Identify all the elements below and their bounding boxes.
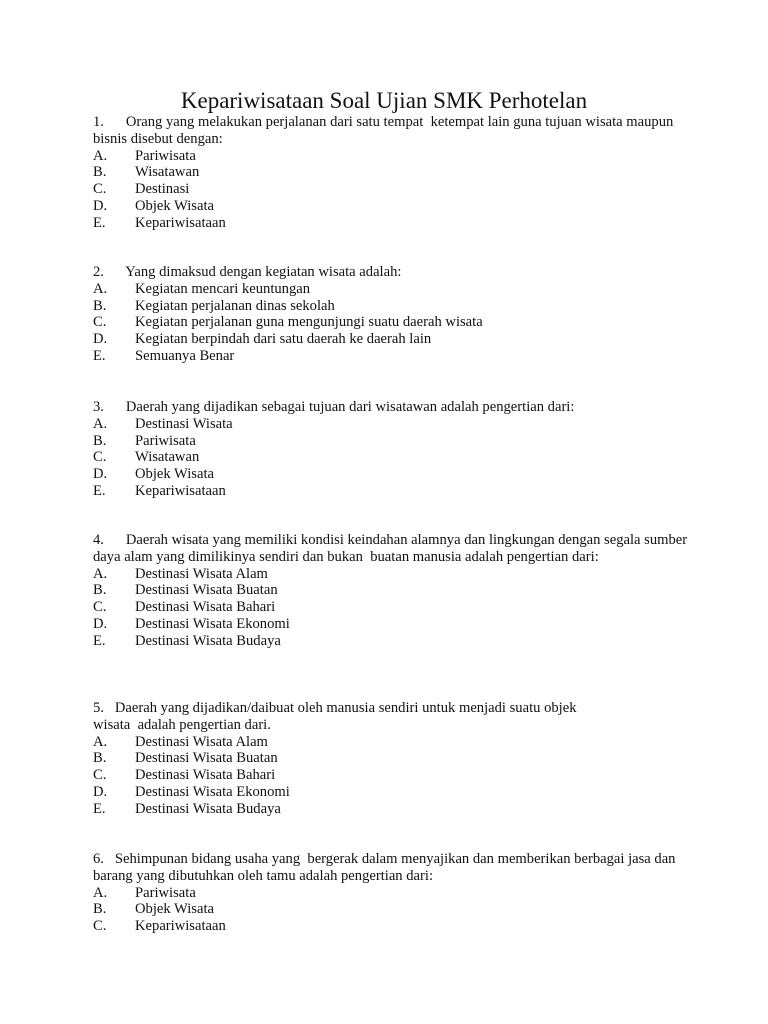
option-text: Destinasi Wisata Budaya (135, 632, 281, 649)
option-d (93, 198, 693, 215)
option-letter: E. (93, 800, 106, 817)
option-letter: E. (93, 482, 106, 499)
option-c (93, 449, 693, 466)
option-letter: E. (93, 214, 106, 231)
question-text: 4. Daerah wisata yang memiliki kondisi keindahan alamnya dan lingkungan dengan segala sumber daya alam yang dimilikinya sendiri dan bukan buatan manusia adalah pengertian dari: (93, 532, 691, 565)
option-text: Kegiatan perjalanan guna mengunjungi suatu daerah wisata (135, 314, 483, 331)
option-text: Objek Wisata (135, 197, 214, 214)
option-letter: B. (93, 297, 107, 314)
option-text: Kepariwisataan (135, 214, 226, 231)
option-letter: A. (93, 280, 108, 297)
option-text: Destinasi Wisata Ekonomi (135, 615, 290, 632)
option-letter: C. (93, 449, 107, 466)
question-text: 3. Daerah yang dijadikan sebagai tujuan dari wisatawan adalah pengertian dari: (93, 399, 575, 415)
option-text: Destinasi (135, 181, 190, 198)
option-a (93, 734, 693, 751)
option-a (93, 416, 693, 433)
option-c (93, 767, 693, 784)
question-text: 6. Sehimpunan bidang usaha yang bergerak dalam menyajikan dan memberikan berbagai jasa dan barang yang dibutuhkan oleh tamu adalah pengertian dari: (93, 851, 680, 884)
option-text: Kepariwisataan (135, 482, 226, 499)
option-text: Destinasi Wisata Buatan (135, 582, 278, 599)
option-letter: A. (93, 565, 108, 582)
option-a (93, 281, 693, 298)
question-1 (93, 114, 693, 232)
option-e (93, 483, 693, 500)
option-letter: D. (93, 615, 108, 632)
option-b (93, 582, 693, 599)
option-text: Destinasi Wisata Budaya (135, 800, 281, 817)
option-letter: C. (93, 918, 107, 935)
option-letter: B. (93, 750, 107, 767)
option-text: Kepariwisataan (135, 918, 226, 935)
question-4 (93, 532, 693, 650)
option-text: Objek Wisata (135, 901, 214, 918)
option-d (93, 466, 693, 483)
option-e (93, 348, 693, 365)
option-b (93, 164, 693, 181)
option-d (93, 616, 693, 633)
option-text: Objek Wisata (135, 466, 214, 483)
option-text: Kegiatan perjalanan dinas sekolah (135, 297, 335, 314)
option-text: Kegiatan berpindah dari satu daerah ke daerah lain (135, 331, 432, 348)
option-a (93, 885, 693, 902)
option-text: Kegiatan mencari keuntungan (135, 280, 311, 297)
option-e (93, 215, 693, 232)
option-d (93, 784, 693, 801)
option-b (93, 750, 693, 767)
option-a (93, 148, 693, 165)
option-text: Destinasi Wisata Alam (135, 733, 268, 750)
question-text: 2. Yang dimaksud dengan kegiatan wisata adalah: (93, 264, 402, 280)
question-text: 1. Orang yang melakukan perjalanan dari satu tempat ketempat lain guna tujuan wisata maupun bisnis disebut dengan: (93, 114, 677, 147)
question-text: 5. Daerah yang dijadikan/daibuat oleh manusia sendiri untuk menjadi suatu objek wisata adalah pengertian dari. (93, 700, 577, 733)
option-text: Pariwisata (135, 147, 196, 164)
question-2 (93, 264, 693, 365)
option-letter: D. (93, 331, 108, 348)
option-letter: B. (93, 901, 107, 918)
option-c (93, 181, 693, 198)
question-6 (93, 851, 693, 935)
option-a (93, 566, 693, 583)
option-c (93, 918, 693, 935)
option-text: Destinasi Wisata Alam (135, 565, 268, 582)
option-text: Destinasi Wisata Buatan (135, 750, 278, 767)
option-text: Destinasi Wisata Bahari (135, 599, 276, 616)
option-letter: C. (93, 181, 107, 198)
option-letter: A. (93, 147, 108, 164)
option-text: Wisatawan (135, 164, 200, 181)
question-3 (93, 399, 693, 500)
option-letter: D. (93, 466, 108, 483)
option-letter: D. (93, 197, 108, 214)
option-e (93, 801, 693, 818)
option-e (93, 633, 693, 650)
page-title: Kepariwisataan Soal Ujian SMK Perhotelan (180, 88, 588, 113)
option-text: Destinasi Wisata (135, 415, 233, 432)
option-c (93, 599, 693, 616)
option-b (93, 901, 693, 918)
option-letter: A. (93, 884, 108, 901)
option-letter: E. (93, 347, 106, 364)
option-letter: A. (93, 415, 108, 432)
option-letter: B. (93, 582, 107, 599)
option-text: Destinasi Wisata Bahari (135, 767, 276, 784)
option-letter: D. (93, 783, 108, 800)
option-letter: C. (93, 599, 107, 616)
option-text: Pariwisata (135, 884, 196, 901)
option-b (93, 433, 693, 450)
option-text: Destinasi Wisata Ekonomi (135, 783, 290, 800)
option-letter: E. (93, 632, 106, 649)
question-5 (93, 700, 693, 818)
option-b (93, 298, 693, 315)
option-letter: C. (93, 314, 107, 331)
option-letter: A. (93, 733, 108, 750)
option-text: Semuanya Benar (135, 347, 235, 364)
option-c (93, 314, 693, 331)
option-letter: B. (93, 432, 107, 449)
option-letter: B. (93, 164, 107, 181)
option-text: Wisatawan (135, 449, 200, 466)
option-text: Pariwisata (135, 432, 196, 449)
option-d (93, 331, 693, 348)
option-letter: C. (93, 767, 107, 784)
